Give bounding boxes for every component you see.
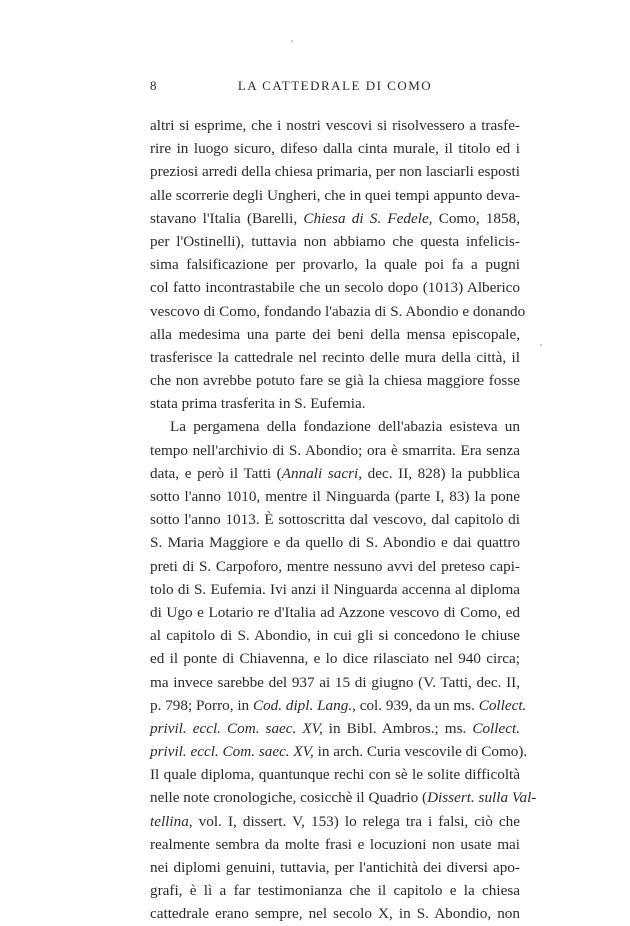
text-line [150, 114, 520, 137]
italic-citation: Dissert. sulla Val- [427, 789, 537, 807]
paper-speck [291, 40, 293, 42]
text-segment: in arch. Curia vescovile di Como). [313, 743, 528, 761]
text-segment: di Ugo e Lotario re d'Italia ad Azzone vescovo di Como, ed [150, 603, 520, 621]
text-segment: sotto l'anno 1013. È sottoscritta dal vescovo, dal capitolo di [150, 511, 520, 529]
italic-citation: Chiesa di S. Fedele, [303, 209, 433, 227]
italic-citation: privil. eccl. Com. saec. XV, [150, 743, 314, 761]
italic-citation: Collect. [478, 696, 527, 714]
text-segment: S. Maria Maggiore e da quello di S. Abondio e dai quattro [150, 534, 520, 552]
text-line [150, 786, 537, 809]
body-text [150, 114, 537, 926]
text-line [150, 717, 520, 740]
text-line [150, 810, 520, 833]
text-line [150, 694, 527, 717]
text-segment: ma invece sarebbe del 937 ai 15 di giugno (V. Tatti, dec. II, [150, 673, 520, 691]
text-line [150, 833, 520, 856]
text-segment: preti di S. Carpoforo, mentre nessuno avvi del preteso capi- [150, 557, 520, 575]
text-line [150, 902, 520, 925]
italic-citation: Cod. dipl. Lang., [252, 696, 356, 714]
text-segment: rire in luogo sicuro, difeso dalla cinta murale, il titolo ed i [150, 140, 520, 158]
text-segment: data, e però il Tatti ( [150, 464, 282, 482]
text-segment: dec. II, 828) la pubblica [362, 464, 520, 482]
text-segment: vescovo di Como, fondando l'abazia di S. Abondio e donando [150, 302, 526, 320]
text-segment: grafi, è lì a far testimonianza che il capitolo e la chiesa [150, 882, 520, 900]
text-line [150, 346, 520, 369]
text-line [150, 624, 520, 647]
text-segment: p. 798; Porro, in [150, 696, 253, 714]
text-segment: col fatto incontrastabile che un secolo dopo (1013) Alberico [150, 279, 520, 297]
text-segment: Como, 1858, [432, 209, 520, 227]
text-line [150, 276, 520, 299]
text-line [150, 601, 520, 624]
text-line [150, 856, 520, 879]
text-line [150, 508, 520, 531]
text-segment: al capitolo di S. Abondio, in cui gli si concedono le chiuse [150, 627, 520, 645]
text-segment: vol. I, dissert. V, 153) lo relega tra i falsi, ciò che [192, 812, 520, 830]
italic-citation: Collect. [472, 719, 520, 737]
text-line [150, 253, 520, 276]
text-line [150, 369, 520, 392]
italic-citation: tellina, [150, 812, 193, 830]
text-segment: col. 939, da un ms. [355, 696, 479, 714]
text-segment: nelle note cronologiche, cosicchè il Quadrio ( [150, 789, 428, 807]
text-line [150, 763, 520, 786]
text-line [150, 137, 520, 160]
text-segment: per l'Ostinelli), tuttavia non abbiamo che questa infelicis- [150, 232, 520, 250]
text-segment: ed il ponte di Chiavenna, e lo dice rilasciato nel 940 circa; [150, 650, 520, 668]
italic-citation: Annali sacri, [281, 464, 363, 482]
text-line [150, 879, 520, 902]
running-title: LA CATTEDRALE DI COMO [237, 78, 433, 93]
text-line [150, 531, 520, 554]
text-segment: in Bibl. Ambros.; ms. [322, 719, 473, 737]
text-segment: sotto l'anno 1010, mentre il Ninguarda (parte I, 83) la pone [150, 488, 520, 505]
text-line [150, 184, 520, 207]
text-line [150, 485, 520, 508]
text-line [150, 439, 520, 462]
text-segment: stata prima trasferita in S. Eufemia. [150, 395, 366, 413]
text-line [150, 230, 520, 253]
text-segment: altri si esprime, che i nostri vescovi si risolvessero a trasfe- [150, 117, 520, 134]
text-segment: stavano l'Italia (Barelli, [150, 209, 304, 227]
page-header [150, 78, 520, 98]
text-line [150, 300, 526, 323]
text-line [150, 207, 520, 230]
paper-speck [540, 344, 542, 346]
text-line [150, 578, 520, 601]
text-segment: cattedrale erano sempre, nel secolo X, in S. Abondio, non [150, 905, 520, 923]
text-segment: sima falsificazione per provarlo, la quale poi fa a pugni [150, 256, 520, 274]
text-segment: La pergamena della fondazione dell'abazia esisteva un [170, 418, 520, 436]
text-segment: preziosi arredi della chiesa primaria, per non lasciarli esposti [150, 163, 520, 181]
text-segment: realmente sembra da molte frasi e locuzioni non usate mai [150, 835, 520, 853]
text-segment: che non avrebbe potuto fare se già la chiesa maggiore fosse [150, 372, 520, 390]
text-line [150, 415, 520, 438]
italic-citation: privil. eccl. Com. saec. XV, [150, 719, 323, 737]
text-segment: nei diplomi genuini, tuttavia, per l'antichità dei diversi apo- [150, 859, 520, 876]
text-line [150, 647, 520, 670]
text-line [150, 671, 520, 694]
text-segment: alla medesima una parte dei beni della mensa episcopale, [150, 325, 520, 343]
text-segment: tempo nell'archivio di S. Abondio; ora è smarrita. Era senza [150, 441, 520, 459]
text-line [150, 462, 520, 485]
text-line [150, 323, 520, 346]
page-number: 8 [150, 78, 157, 93]
text-segment: alle scorrerie degli Ungheri, che in quei tempi appunto deva- [150, 186, 520, 204]
text-line [150, 392, 520, 415]
text-segment: tolo di S. Eufemia. Ivi anzi il Ninguarda accenna al diploma [150, 580, 520, 598]
text-line [150, 740, 528, 763]
text-line [150, 555, 520, 578]
text-line [150, 160, 520, 183]
text-segment: trasferisce la cattedrale nel recinto delle mura della città, il [150, 348, 520, 366]
text-segment: Il quale diploma, quantunque rechi con sè le solite difficoltà [150, 766, 520, 784]
